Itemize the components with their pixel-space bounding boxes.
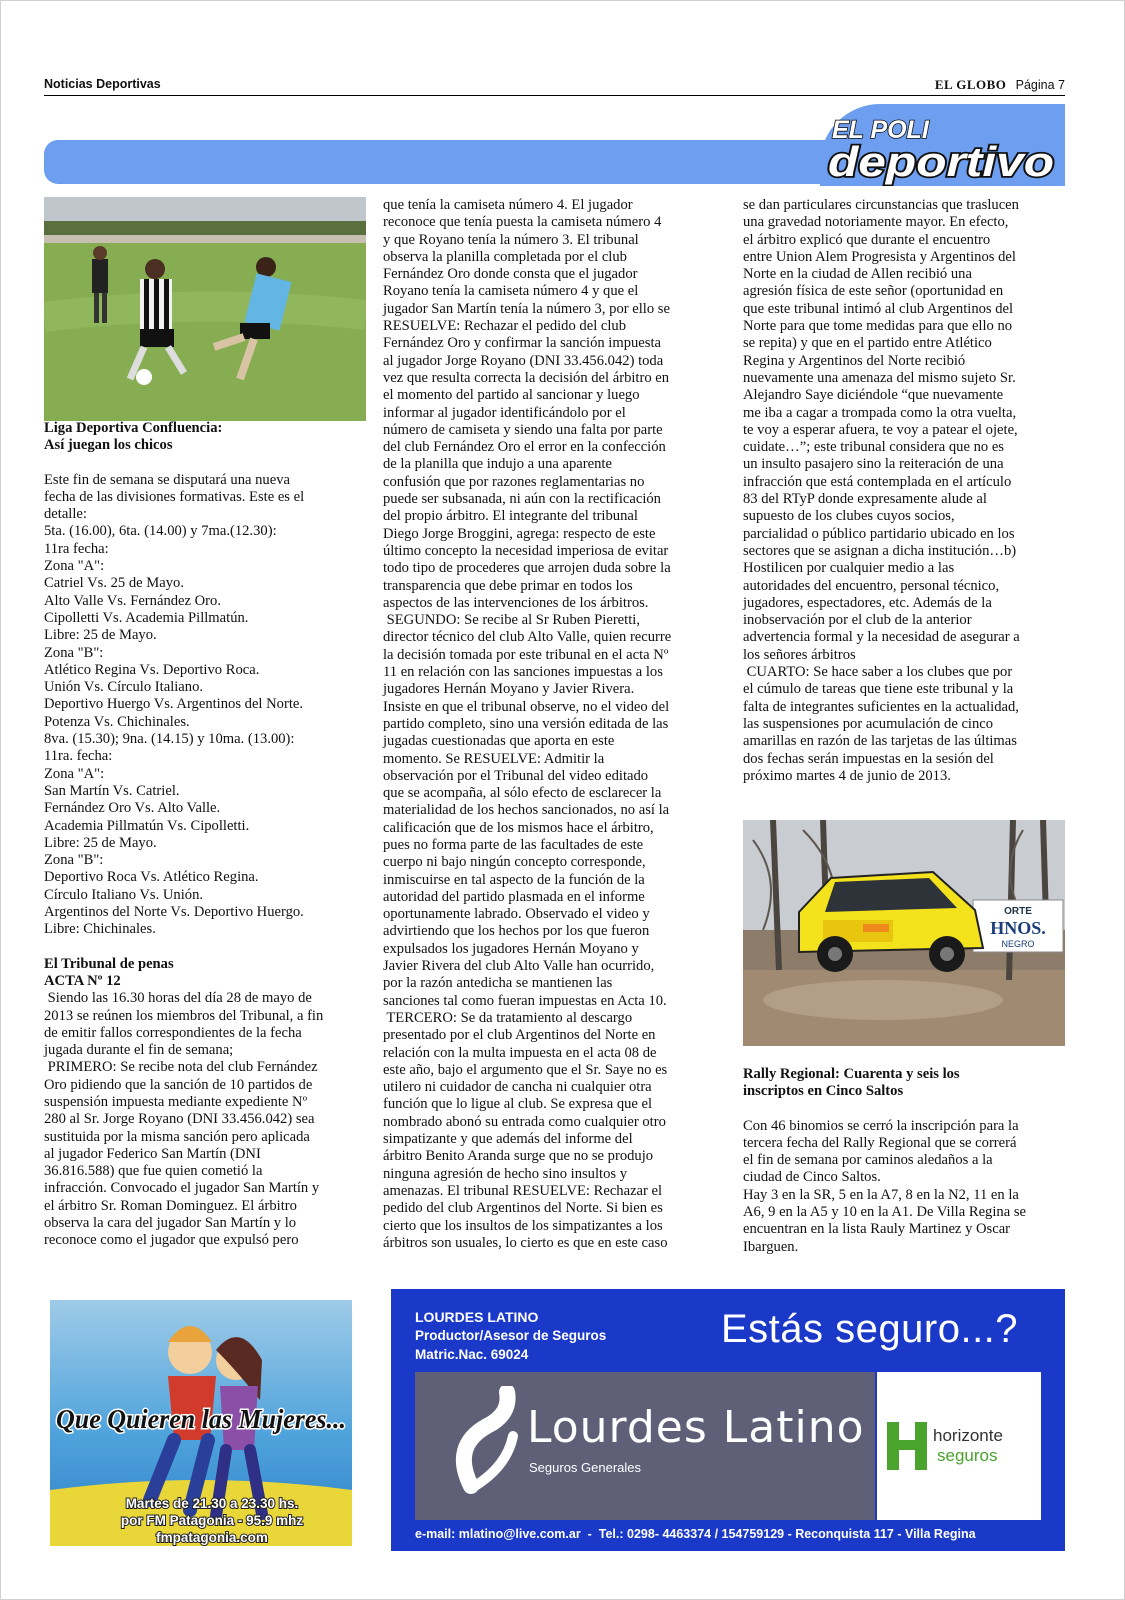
article-line: amenazas. El tribunal RESUELVE: Rechazar el [383, 1182, 663, 1199]
article-line: último concepto la necesidad imperiosa de evitar [383, 542, 669, 559]
article-line: sustituida por la misma sanción pero aplicada [44, 1128, 310, 1145]
radio-show-schedule: Martes de 21.30 a 23.30 hs. [125, 1496, 299, 1511]
banner-sign-text-1: ORTE [1004, 906, 1032, 917]
article-line: utilero ni cuidador de cancha ni cualquier otra [383, 1079, 652, 1096]
brand-subtitle: Seguros Generales [529, 1460, 642, 1475]
article-line: observa la planilla completada por el club [383, 248, 627, 265]
contact-info: e-mail: mlatino@live.com.ar - Tel.: 0298- 4463374 / 154759129 - Reconquista 117 - Villa Regina [415, 1527, 976, 1541]
article-line: Zona "B": [44, 644, 104, 661]
section-title: Noticias Deportivas [44, 77, 161, 91]
soccer-photo [44, 197, 366, 421]
article-line: puede ser subsanada, ni aún con la rectificación [383, 491, 661, 508]
article-line: Deportivo Roca Vs. Atlético Regina. [44, 869, 259, 886]
brand-name: Lourdes Latino [527, 1402, 865, 1453]
article-line: aspectos de las intervenciones de los árbitros. [383, 594, 649, 611]
article-line: Fernández Oro Vs. Alto Valle. [44, 800, 221, 817]
lourdes-logo-icon [451, 1386, 531, 1506]
article-line: parcialidad o público partidario ubicado en los [743, 525, 1015, 542]
article-line: simpatizante y que además del informe del [383, 1131, 633, 1148]
article-line: autoridades del encuentro, personal técnico, [743, 577, 1000, 594]
ad-slogan: Estás seguro...? [721, 1307, 1019, 1351]
article-line: expulsados los jugadores Hernán Moyano y [383, 940, 639, 957]
article-line: de la planilla que indujo a una aparente [383, 456, 612, 473]
article-line: reconoce que tenía puesta la camiseta número 4 [383, 214, 662, 231]
article-line: partido completo, sino una versión editada de las [383, 715, 669, 732]
article-line: calificación que de los mismos hace el árbitro, [383, 819, 654, 836]
partner-sub: seguros [937, 1446, 998, 1465]
article-line: detalle: [44, 506, 87, 523]
article-line: Zona "B": [44, 852, 104, 869]
article-line: Insiste en que el tribunal observe, no el video del [383, 698, 670, 715]
article-line: un insulto pasajero sino la reiteración de una [743, 456, 1004, 473]
article-line: Catriel Vs. 25 de Mayo. [44, 575, 184, 592]
article-line: Royano tenía la camiseta número 4 y que el [383, 283, 639, 300]
agent-name: LOURDES LATINO [415, 1309, 539, 1325]
article-line: confusión que por razones reglamentarias no [383, 473, 645, 490]
article-line: presentado por el club Argentinos del Norte en [383, 1027, 656, 1044]
article-line: te voy a esperar afuera, te voy a patear el ojete, [743, 421, 1018, 438]
tribunal-body-part2 [383, 197, 715, 1252]
article-line: inobservación por el club de la anterior [743, 612, 972, 629]
article-line: Deportivo Huergo Vs. Argentinos del Norte. [44, 696, 304, 713]
article-line: 11ra fecha: [44, 540, 109, 557]
article-line: Javier Rivera del club Alto Valle han ocurrido, [383, 958, 655, 975]
article-line: que tenía la camiseta número 4. El jugador [383, 197, 633, 213]
article-line: reconoce como el jugador que expulsó pero [44, 1232, 299, 1249]
article-line: 280 al Sr. Jorge Royano (DNI 33.456.042) sea [44, 1111, 315, 1128]
article-line: falta de integrantes suficientes en la actualidad, [743, 698, 1019, 715]
article-line: se repita) y que en el partido entre Atlético [743, 335, 992, 352]
article-line: encuentran en la lista Rauly Martinez y Oscar [743, 1221, 1011, 1238]
article-line: el fin de semana por caminos aledaños a la [743, 1152, 993, 1169]
article-line: Círculo Italiano Vs. Unión. [44, 886, 204, 903]
article-line: se dan particulares circunstancias que traslucen [743, 197, 1019, 213]
article-line: dos fechas serán impuestas en la sesión del [743, 750, 994, 767]
poli-deportivo-logo [822, 110, 1062, 186]
article-line: todo tipo de procederes que arrojen duda sobre la [383, 560, 671, 577]
article-line: árbitros son usuales, lo cierto es que en este caso [383, 1234, 668, 1251]
tribunal-body-part1 [44, 990, 366, 1249]
article-line: jugador San Martín tenía la número 3, por ello se [383, 300, 670, 317]
article-line: cuerpo ni bajo ningún concepto corresponde, [383, 854, 646, 871]
article-line: de emitir fallos correspondientes de la fecha [44, 1024, 302, 1041]
article-line: sectores que se asignan a dicha institución…b) [743, 542, 1017, 559]
horizonte-logo-icon [887, 1422, 927, 1470]
article-line: momento. Se RESUELVE: Admitir la [383, 750, 605, 767]
article-line: por la razón antedicha se mantienen las [383, 975, 613, 992]
article-line: próximo martes 4 de junio de 2013. [743, 767, 951, 784]
article-line: SEGUNDO: Se recibe al Sr Ruben Pieretti, [383, 612, 640, 629]
article-line: Libre: Chichinales. [44, 921, 156, 938]
article-line: que se acompaña, al sólo efecto de esclarecer la [383, 785, 662, 802]
article-line: materialidad de los hechos sancionados, no así la [383, 802, 670, 819]
article-line: árbitro Benito Aranda surge que no se produjo [383, 1148, 654, 1165]
article-line: Argentinos del Norte Vs. Deportivo Huergo. [44, 904, 304, 921]
article-line: los señores árbitros [743, 646, 856, 663]
article-line: la decisión tomada por este tribunal en el acta Nº [383, 646, 669, 663]
article-line: San Martín Vs. Catriel. [44, 782, 180, 799]
article-line: transparencia que debe primar en todos los [383, 577, 633, 594]
article-line: el momento del partido al sancionar y luego [383, 387, 640, 404]
article-line: Zona "A": [44, 765, 105, 782]
article-line: jugada durante el fin de semana; [44, 1042, 234, 1059]
article-line: A6, 9 en la A5 y 10 en la A1. De Villa Regina se [743, 1204, 1026, 1221]
article-line: Hostilicen por cualquier medio a las [743, 560, 955, 577]
article-line: este año, bajo el argumento que el Sr. Saye no es [383, 1061, 668, 1078]
article-line: entre Union Alem Progresista y Argentinos del [743, 248, 1016, 265]
article-line: ninguna agresión de hecho sino insultos y [383, 1165, 628, 1182]
article-line: Siendo las 16.30 horas del día 28 de mayo de [44, 990, 312, 1007]
article-line: Este fin de semana se disputará una nueva [44, 471, 290, 488]
article-line: autoridad del partido plasmada en el informe [383, 888, 645, 905]
partner-panel [877, 1372, 1041, 1520]
article-line: Libre: 25 de Mayo. [44, 834, 157, 851]
article-line: ciudad de Cinco Saltos. [743, 1169, 881, 1186]
article-line: del club Fernández Oro el error en la confección [383, 439, 666, 456]
article-line: infracción que está contemplada en el artículo [743, 473, 1012, 490]
article-line: cierto que los insultos de los simpatizantes a los [383, 1217, 663, 1234]
rally-body [743, 1118, 1065, 1256]
insurance-ad [391, 1289, 1065, 1551]
article-line: función que lo ligue al club. Se expresa que el [383, 1096, 653, 1113]
article-line: y que Royano tenía la número 3. El tribunal [383, 231, 639, 248]
article-line: nuevamente una amenaza del mismo sujeto Sr. [743, 369, 1016, 386]
article-line: Ibarguen. [743, 1238, 799, 1255]
article-line: jugadas cuestionadas que aporta en este [383, 733, 615, 750]
article-line: Potenza Vs. Chichinales. [44, 713, 190, 730]
article-line: Alto Valle Vs. Fernández Oro. [44, 592, 221, 609]
article-line: infracción. Convocado el jugador San Martín y [44, 1180, 320, 1197]
article-line: TERCERO: Se da tratamiento al descargo [383, 1009, 633, 1026]
article-line: director técnico del club Alto Valle, quien recurre [383, 629, 672, 646]
article-line: informar al jugador identificándolo por el [383, 404, 626, 421]
article-line: el árbitro Sr. Roman Dominguez. El árbitro [44, 1197, 297, 1214]
banner-sign-text-2: HNOS. [990, 918, 1046, 938]
article-line: suspensión impuesta mediante expediente Nº [44, 1093, 308, 1110]
radio-show-website: fmpatagonia.com [156, 1530, 268, 1545]
article-line: Diego Jorge Broggini, agrega: respecto de este [383, 525, 656, 542]
youth-league-article [44, 420, 366, 1250]
article-line: Con 46 binomios se cerró la inscripción para la [743, 1117, 1019, 1134]
publication-name: EL GLOBO [934, 77, 1007, 92]
article-line: 5ta. (16.00), 6ta. (14.00) y 7ma.(12.30): [44, 523, 277, 540]
article-line: Oro pidiendo que la sanción de 10 partidos de [44, 1076, 313, 1093]
article-line: Atlético Regina Vs. Deportivo Roca. [44, 661, 260, 678]
radio-show-ad [40, 1290, 362, 1552]
logo-main-text: deportivo [828, 138, 1054, 185]
article-line: el cúmulo de tareas que tiene este tribunal y la [743, 681, 1014, 698]
article-line: Libre: 25 de Mayo. [44, 627, 157, 644]
article-line: el árbitro explicó que durante el encuentro [743, 231, 991, 248]
article-line: Unión Vs. Círculo Italiano. [44, 679, 204, 696]
radio-show-title: Que Quieren las Mujeres... [56, 1404, 346, 1434]
article-line: pedido del club Argentinos del Norte. Si bien es [383, 1200, 663, 1217]
article-line: número de camiseta y siendo una falta por parte [383, 421, 663, 438]
article-line: 8va. (15.30); 9na. (14.15) y 10ma. (13.00): [44, 731, 295, 748]
tribunal-act-number: ACTA Nº 12 [44, 972, 121, 989]
youth-league-body [44, 472, 366, 939]
article-line: tercera fecha del Rally Regional que se correrá [743, 1134, 1017, 1151]
article-line: jugadores Hernán Moyano y Javier Rivera. [383, 681, 635, 698]
article-line: 11ra. fecha: [44, 748, 113, 765]
article-line: fecha de las divisiones formativas. Este es el [44, 488, 305, 505]
article-line: sanciones tal como fueran impuestas en Acta 10. [383, 992, 667, 1009]
article-line: RESUELVE: Rechazar el pedido del club [383, 318, 627, 335]
article-line: Academia Pillmatún Vs. Cipolletti. [44, 817, 250, 834]
rally-headline-1: Rally Regional: Cuarenta y seis los [743, 1066, 960, 1082]
article-line: relación con la multa impuesta en el acta 08 de [383, 1044, 657, 1061]
article-line: 36.816.588) que fue quien cometió la [44, 1163, 263, 1180]
rally-article [743, 1066, 1065, 1256]
article-line: PRIMERO: Se recibe nota del club Fernández [44, 1059, 318, 1076]
header-rule [44, 95, 1065, 96]
article-line: Hay 3 en la SR, 5 en la A7, 8 en la N2, 11 en la [743, 1186, 1019, 1203]
article-line: Cipolletti Vs. Academia Pillmatún. [44, 609, 249, 626]
article-line: 83 del RTyP donde expresamente alude al [743, 491, 987, 508]
article-line: inmiscuirse en tal aspecto de la función de la [383, 871, 645, 888]
article-line: Alejandro Saye diciéndole “que nuevamente [743, 387, 1004, 404]
radio-show-station: por FM Patagonia - 95.9 mhz [120, 1513, 304, 1528]
article-line: pues no forma parte de las facultades de este [383, 836, 644, 853]
article-line: 2013 se reúnen los miembros del Tribunal, a fin [44, 1007, 324, 1024]
youth-league-headline-1: Liga Deportiva Confluencia: [44, 420, 223, 436]
brand-panel [415, 1372, 875, 1520]
tribunal-body-part3 [743, 197, 1065, 785]
article-line: advirtiendo que los hechos por los que fueron [383, 923, 650, 940]
tribunal-headline: El Tribunal de penas [44, 955, 174, 972]
article-line: que este tribunal intimó al club Argentinos del [743, 300, 1014, 317]
article-line: supuesto de los clubes cuyos socios, [743, 508, 955, 525]
article-line: al jugador Federico San Martín (DNI [44, 1145, 261, 1162]
article-line: Fernández Oro y confirmar la sanción impuesta [383, 335, 661, 352]
article-line: jugadores, espectadores, etc. Además de la [743, 594, 992, 611]
logo-top-text: EL POLI [832, 116, 929, 144]
agent-registration: Matric.Nac. 69024 [415, 1347, 529, 1362]
article-line: vez que resulta correcta la decisión del árbitro en [383, 369, 670, 386]
agent-role: Productor/Asesor de Seguros [415, 1328, 607, 1343]
rally-car-photo [743, 820, 1065, 1046]
article-line: Norte para que tome medidas para que ello no [743, 318, 1013, 335]
article-line: las suspensiones por acumulación de cinco [743, 715, 994, 732]
page-number: Página 7 [1015, 78, 1065, 92]
banner-sign-text-3: NEGRO [1001, 939, 1035, 949]
partner-name: horizonte [933, 1426, 1003, 1445]
article-line: me iba a cagar a trompada como la otra vuelta, [743, 404, 1017, 421]
article-line: oportunamente labrado. Observado el video y [383, 906, 650, 923]
article-line: 11 en relación con las sanciones impuestas a los [383, 664, 663, 681]
youth-league-headline-2: Así juegan los chicos [44, 437, 173, 454]
article-line: nombrado abonó su entrada como cualquier otro [383, 1113, 666, 1130]
article-line: agresión física de este señor (oportunidad en [743, 283, 1004, 300]
article-line: una gravedad notoriamente mayor. En efecto, [743, 214, 1009, 231]
article-line: Zona "A": [44, 558, 105, 575]
article-line: CUARTO: Se hace saber a los clubes que por [743, 664, 1013, 681]
article-line: cuidate…”; este tribunal considera que no es [743, 439, 1004, 456]
rally-headline-2: inscriptos en Cinco Saltos [743, 1083, 904, 1100]
article-line: Regina y Argentinos del Norte recibió [743, 352, 966, 369]
page-header-right [935, 77, 1065, 93]
article-line: Norte en la ciudad de Allen recibió una [743, 266, 972, 283]
article-line: Fernández Oro donde consta que el jugador [383, 266, 638, 283]
article-line: observación por el Tribunal del video editado [383, 767, 649, 784]
article-line: advertencia formal y la necesidad de asegurar a [743, 629, 1020, 646]
article-line: observa la cara del jugador San Martín y lo [44, 1215, 297, 1232]
article-line: al jugador Jorge Royano (DNI 33.456.042) toda [383, 352, 664, 369]
article-line: amarillas en razón de las tarjetas de las últimas [743, 733, 1017, 750]
article-line: del propio árbitro. El integrante del tribunal [383, 508, 638, 525]
